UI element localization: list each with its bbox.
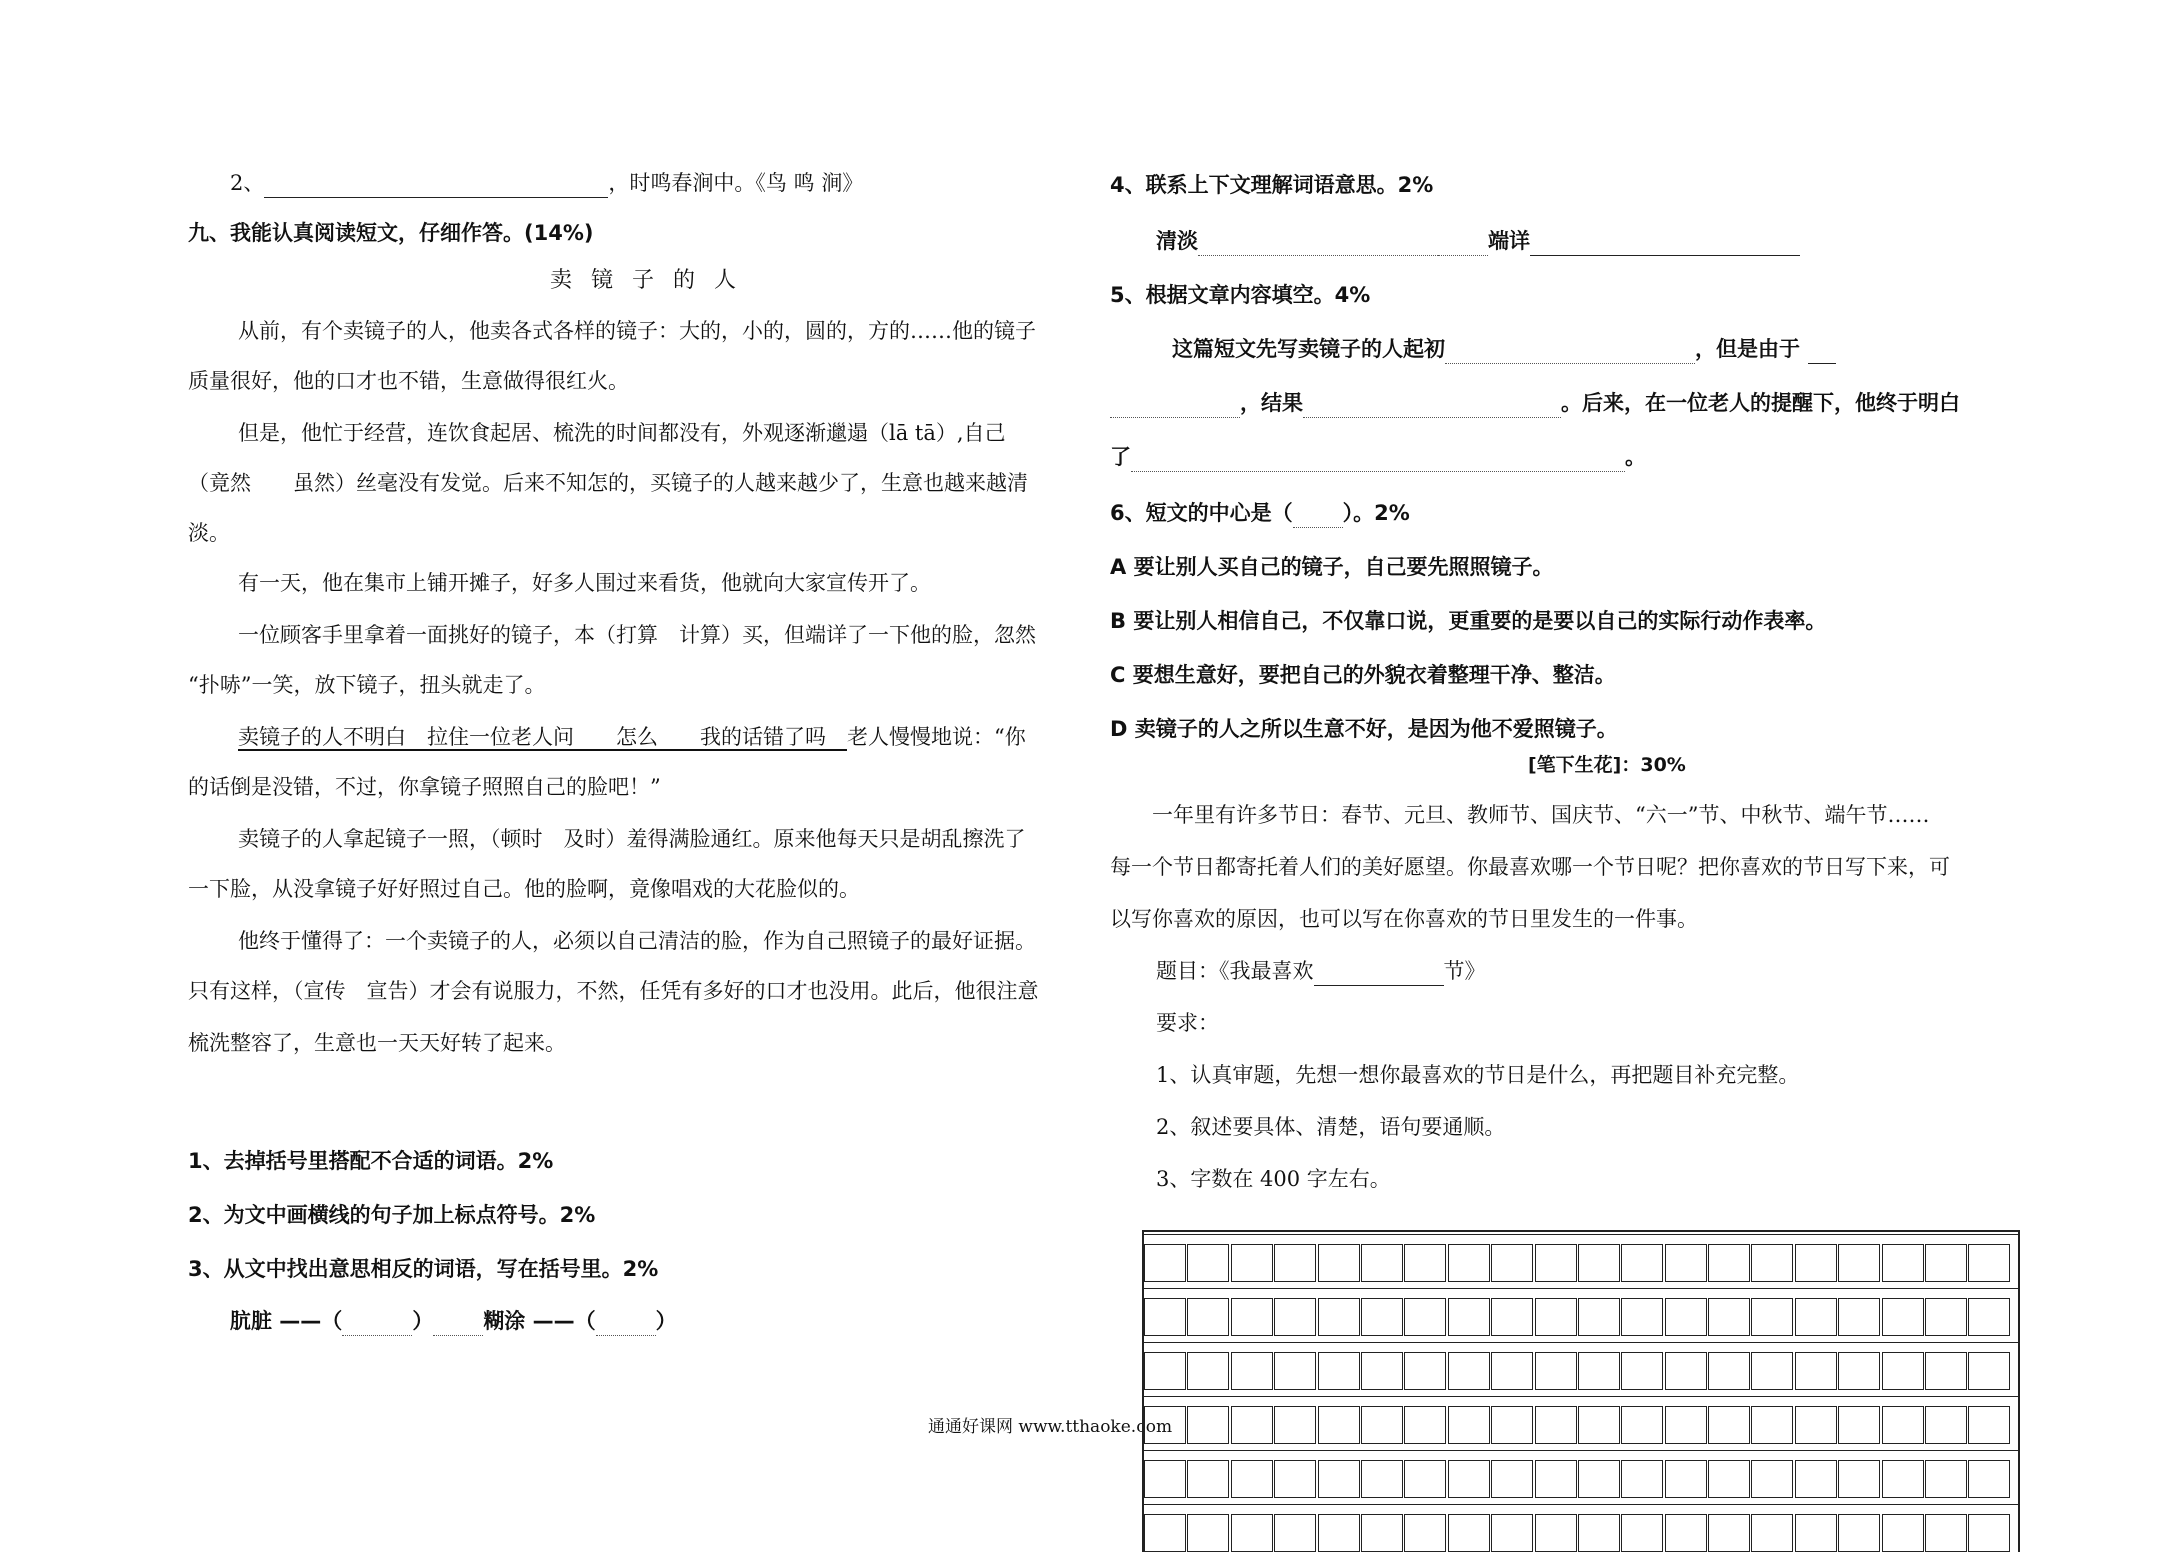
- grid-cell[interactable]: [1968, 1352, 2010, 1390]
- writing-section-title: [笔下生花]：30%: [1528, 754, 1686, 776]
- antonym-blank-2[interactable]: [596, 1311, 656, 1336]
- grid-separator: [1144, 1234, 2018, 1235]
- paragraph-6-line-1: 卖镜子的人拿起镜子一照，（顿时 及时）羞得满脸通红。原来他每天只是胡乱擦洗了: [238, 827, 1026, 851]
- grid-cell[interactable]: [1708, 1460, 1750, 1498]
- grid-cell[interactable]: [1491, 1298, 1533, 1336]
- writing-prompt-line-3: 以写你喜欢的原因，也可以写在你喜欢的节日里发生的一件事。: [1110, 907, 1698, 931]
- grid-cell[interactable]: [1187, 1244, 1229, 1282]
- grid-cell[interactable]: [1578, 1460, 1620, 1498]
- grid-cell[interactable]: [1535, 1514, 1577, 1552]
- meaning-blank-2[interactable]: [1530, 231, 1800, 256]
- grid-cell[interactable]: [1274, 1244, 1316, 1282]
- grid-cell[interactable]: [1621, 1406, 1663, 1444]
- grid-cell[interactable]: [1925, 1244, 1967, 1282]
- grid-separator: [1144, 1504, 2018, 1505]
- grid-cell[interactable]: [1795, 1514, 1837, 1552]
- question-3: 3、从文中找出意思相反的词语，写在括号里。2%: [188, 1257, 659, 1281]
- grid-cell[interactable]: [1535, 1406, 1577, 1444]
- paragraph-2-line-3: 淡。: [188, 521, 230, 545]
- grid-cell[interactable]: [1274, 1298, 1316, 1336]
- grid-cell[interactable]: [1968, 1298, 2010, 1336]
- writing-prompt-line-1: 一年里有许多节日：春节、元旦、教师节、国庆节、“六一”节、中秋节、端午节……: [1152, 803, 1930, 827]
- grid-cell[interactable]: [1187, 1460, 1229, 1498]
- grid-cell[interactable]: [1231, 1352, 1273, 1390]
- center-idea-blank[interactable]: [1293, 503, 1343, 528]
- grid-cell[interactable]: [1882, 1298, 1924, 1336]
- grid-cell[interactable]: [1882, 1406, 1924, 1444]
- grid-cell[interactable]: [1838, 1352, 1880, 1390]
- grid-cell[interactable]: [1838, 1406, 1880, 1444]
- option-b: B 要让别人相信自己，不仅靠口说，更重要的是要以自己的实际行动作表率。: [1110, 609, 1827, 633]
- fill-blank-3[interactable]: [1110, 393, 1240, 418]
- meaning-blank-1[interactable]: [1198, 231, 1438, 256]
- grid-cell[interactable]: [1838, 1514, 1880, 1552]
- grid-cell[interactable]: [1925, 1352, 1967, 1390]
- grid-cell[interactable]: [1361, 1406, 1403, 1444]
- grid-cell[interactable]: [1144, 1406, 1186, 1444]
- section9-title: 九、我能认真阅读短文，仔细作答。(14%): [188, 221, 594, 245]
- grid-cell[interactable]: [1448, 1406, 1490, 1444]
- grid-cell[interactable]: [1231, 1298, 1273, 1336]
- grid-cell[interactable]: [1795, 1406, 1837, 1444]
- fill-blank-5[interactable]: [1131, 447, 1625, 472]
- grid-cell[interactable]: [1535, 1244, 1577, 1282]
- option-d: D 卖镜子的人之所以生意不好，是因为他不爱照镜子。: [1110, 717, 1618, 741]
- poem-blank[interactable]: [264, 173, 608, 198]
- grid-cell[interactable]: [1838, 1298, 1880, 1336]
- grid-separator: [1144, 1450, 2018, 1451]
- grid-row: [1144, 1244, 2018, 1284]
- question-5: 5、根据文章内容填空。4%: [1110, 283, 1371, 307]
- grid-cell[interactable]: [1274, 1406, 1316, 1444]
- grid-cell[interactable]: [1361, 1514, 1403, 1552]
- grid-cell[interactable]: [1404, 1244, 1446, 1282]
- grid-cell[interactable]: [1231, 1460, 1273, 1498]
- grid-cell[interactable]: [1274, 1514, 1316, 1552]
- grid-row: [1144, 1406, 2018, 1446]
- requirement-2: 2、叙述要具体、清楚，语句要通顺。: [1156, 1115, 1506, 1139]
- grid-cell[interactable]: [1144, 1244, 1186, 1282]
- grid-cell[interactable]: [1665, 1352, 1707, 1390]
- antonym-blank-1[interactable]: [342, 1311, 412, 1336]
- meaning-line: 清淡 端详: [1156, 226, 1800, 256]
- paragraph-2-line-1: 但是，他忙于经营，连饮食起居、梳洗的时间都没有，外观逐渐邋遢（lā tā）,自己: [238, 421, 1006, 445]
- grid-cell[interactable]: [1231, 1514, 1273, 1552]
- grid-cell[interactable]: [1708, 1244, 1750, 1282]
- poem-fill-line: 2、 ，时鸣春涧中。《鸟 鸣 涧》: [230, 168, 863, 198]
- grid-cell[interactable]: [1578, 1352, 1620, 1390]
- paragraph-7-line-2: 只有这样，（宣传 宣告）才会有说服力，不然，任凭有多好的口才也没用。此后，他很注意: [188, 979, 1039, 1003]
- grid-separator: [1144, 1342, 2018, 1343]
- grid-cell[interactable]: [1968, 1460, 2010, 1498]
- grid-cell[interactable]: [1708, 1406, 1750, 1444]
- grid-cell[interactable]: [1144, 1460, 1186, 1498]
- grid-cell[interactable]: [1491, 1460, 1533, 1498]
- grid-cell[interactable]: [1448, 1298, 1490, 1336]
- paragraph-5-line-2: 的话倒是没错，不过，你拿镜子照照自己的脸吧！”: [188, 775, 661, 799]
- grid-cell[interactable]: [1274, 1352, 1316, 1390]
- grid-cell[interactable]: [1665, 1244, 1707, 1282]
- grid-cell[interactable]: [1578, 1298, 1620, 1336]
- grid-cell[interactable]: [1404, 1298, 1446, 1336]
- fill-blank-2[interactable]: [1808, 339, 1836, 364]
- grid-cell[interactable]: [1665, 1298, 1707, 1336]
- grid-cell[interactable]: [1578, 1406, 1620, 1444]
- grid-cell[interactable]: [1491, 1406, 1533, 1444]
- grid-cell[interactable]: [1795, 1352, 1837, 1390]
- grid-cell[interactable]: [1925, 1460, 1967, 1498]
- grid-cell[interactable]: [1318, 1460, 1360, 1498]
- grid-cell[interactable]: [1144, 1514, 1186, 1552]
- fill-line-3: 了 。: [1110, 442, 1646, 472]
- grid-cell[interactable]: [1968, 1244, 2010, 1282]
- paragraph-4-line-1: 一位顾客手里拿着一面挑好的镜子，本（打算 计算）买，但端详了一下他的脸，忽然: [238, 623, 1036, 647]
- grid-cell[interactable]: [1751, 1514, 1793, 1552]
- grid-cell[interactable]: [1318, 1352, 1360, 1390]
- grid-cell[interactable]: [1231, 1406, 1273, 1444]
- grid-cell[interactable]: [1491, 1514, 1533, 1552]
- paragraph-6-line-2: 一下脸，从没拿镜子好好照过自己。他的脸啊，竟像唱戏的大花脸似的。: [188, 877, 860, 901]
- grid-cell[interactable]: [1665, 1460, 1707, 1498]
- grid-cell[interactable]: [1751, 1352, 1793, 1390]
- fill-blank-4[interactable]: [1303, 393, 1561, 418]
- dotted-spacer: [433, 1311, 483, 1336]
- grid-cell[interactable]: [1708, 1298, 1750, 1336]
- fill-line-2: ，结果 。后来，在一位老人的提醒下，他终于明白: [1110, 388, 1960, 418]
- composition-topic: 题目：《我最喜欢 节》: [1156, 956, 1486, 986]
- grid-cell[interactable]: [1404, 1406, 1446, 1444]
- fill-blank-1[interactable]: [1445, 339, 1695, 364]
- grid-cell[interactable]: [1795, 1244, 1837, 1282]
- question-2: 2、为文中画横线的句子加上标点符号。2%: [188, 1203, 596, 1227]
- grid-cell[interactable]: [1838, 1244, 1880, 1282]
- paragraph-2-line-2: （竟然 虽然）丝毫没有发觉。后来不知怎的，买镜子的人越来越少了，生意也越来越清: [188, 471, 1028, 495]
- grid-cell[interactable]: [1187, 1406, 1229, 1444]
- grid-cell[interactable]: [1665, 1514, 1707, 1552]
- grid-cell[interactable]: [1448, 1352, 1490, 1390]
- composition-grid[interactable]: [1142, 1230, 2020, 1552]
- grid-cell[interactable]: [1621, 1460, 1663, 1498]
- grid-cell[interactable]: [1318, 1298, 1360, 1336]
- grid-cell[interactable]: [1665, 1406, 1707, 1444]
- grid-cell[interactable]: [1448, 1460, 1490, 1498]
- grid-cell[interactable]: [1361, 1244, 1403, 1282]
- underlined-sentence: 卖镜子的人不明白 拉住一位老人问 怎么 我的话错了吗: [238, 725, 847, 749]
- grid-separator: [1144, 1396, 2018, 1397]
- grid-cell[interactable]: [1968, 1514, 2010, 1552]
- grid-cell[interactable]: [1795, 1298, 1837, 1336]
- grid-cell[interactable]: [1925, 1406, 1967, 1444]
- grid-cell[interactable]: [1621, 1298, 1663, 1336]
- grid-cell[interactable]: [1361, 1298, 1403, 1336]
- grid-cell[interactable]: [1925, 1298, 1967, 1336]
- grid-cell[interactable]: [1448, 1514, 1490, 1552]
- paragraph-3-line-1: 有一天，他在集市上铺开摊子，好多人围过来看货，他就向大家宣传开了。: [238, 571, 931, 595]
- grid-cell[interactable]: [1491, 1352, 1533, 1390]
- grid-cell[interactable]: [1535, 1460, 1577, 1498]
- paragraph-7-line-1: 他终于懂得了：一个卖镜子的人，必须以自己清洁的脸，作为自己照镜子的最好证据。: [238, 929, 1036, 953]
- antonym-line: 肮脏 ——（ ） 糊涂 ——（ ）: [230, 1306, 677, 1336]
- grid-cell[interactable]: [1404, 1352, 1446, 1390]
- grid-cell[interactable]: [1795, 1460, 1837, 1498]
- grid-cell[interactable]: [1187, 1352, 1229, 1390]
- requirement-3: 3、字数在 400 字左右。: [1156, 1167, 1391, 1191]
- grid-cell[interactable]: [1838, 1460, 1880, 1498]
- paragraph-1-line-1: 从前，有个卖镜子的人，他卖各式各样的镜子：大的，小的，圆的，方的……他的镜子: [238, 319, 1036, 343]
- paragraph-5-line-1: 卖镜子的人不明白 拉住一位老人问 怎么 我的话错了吗 老人慢慢地说：“你: [238, 725, 1026, 749]
- grid-cell[interactable]: [1925, 1514, 1967, 1552]
- festival-name-blank[interactable]: [1314, 961, 1444, 986]
- grid-row: [1144, 1514, 2018, 1554]
- grid-cell[interactable]: [1882, 1460, 1924, 1498]
- grid-cell[interactable]: [1274, 1460, 1316, 1498]
- question-6: 6、短文的中心是（ ）。2%: [1110, 498, 1410, 528]
- grid-cell[interactable]: [1187, 1298, 1229, 1336]
- grid-separator: [1144, 1288, 2018, 1289]
- grid-row: [1144, 1298, 2018, 1338]
- question-4: 4、联系上下文理解词语意思。2%: [1110, 173, 1434, 197]
- grid-cell[interactable]: [1144, 1298, 1186, 1336]
- grid-cell[interactable]: [1404, 1460, 1446, 1498]
- dotted-spacer: [1438, 231, 1488, 256]
- grid-cell[interactable]: [1751, 1460, 1793, 1498]
- grid-cell[interactable]: [1751, 1244, 1793, 1282]
- grid-cell[interactable]: [1578, 1514, 1620, 1552]
- grid-cell[interactable]: [1621, 1352, 1663, 1390]
- grid-cell[interactable]: [1751, 1298, 1793, 1336]
- footer-watermark: 通通好课网 www.tthaoke.com: [928, 1417, 1173, 1437]
- grid-cell[interactable]: [1318, 1406, 1360, 1444]
- grid-cell[interactable]: [1535, 1352, 1577, 1390]
- grid-cell[interactable]: [1361, 1352, 1403, 1390]
- grid-cell[interactable]: [1318, 1514, 1360, 1552]
- paragraph-1-line-2: 质量很好，他的口才也不错，生意做得很红火。: [188, 369, 629, 393]
- grid-cell[interactable]: [1882, 1244, 1924, 1282]
- grid-cell[interactable]: [1144, 1352, 1186, 1390]
- grid-cell[interactable]: [1621, 1514, 1663, 1552]
- grid-cell[interactable]: [1882, 1514, 1924, 1552]
- grid-cell[interactable]: [1187, 1514, 1229, 1552]
- grid-row: [1144, 1460, 2018, 1500]
- grid-cell[interactable]: [1621, 1244, 1663, 1282]
- grid-cell[interactable]: [1448, 1244, 1490, 1282]
- fill-line-1: 这篇短文先写卖镜子的人起初 ，但是由于: [1172, 334, 1836, 364]
- grid-cell[interactable]: [1708, 1352, 1750, 1390]
- grid-cell[interactable]: [1708, 1514, 1750, 1552]
- requirement-1: 1、认真审题，先想一想你最喜欢的节日是什么，再把题目补充完整。: [1156, 1063, 1800, 1087]
- option-c: C 要想生意好，要把自己的外貌衣着整理干净、整洁。: [1110, 663, 1616, 687]
- requirements-label: 要求：: [1156, 1011, 1219, 1035]
- paragraph-4-line-2: “扑哧”一笑，放下镜子，扭头就走了。: [188, 673, 546, 697]
- grid-cell[interactable]: [1578, 1244, 1620, 1282]
- grid-cell[interactable]: [1751, 1406, 1793, 1444]
- paragraph-7-line-3: 梳洗整容了，生意也一天天好转了起来。: [188, 1031, 566, 1055]
- option-a: A 要让别人买自己的镜子，自己要先照照镜子。: [1110, 555, 1554, 579]
- grid-cell[interactable]: [1882, 1352, 1924, 1390]
- grid-cell[interactable]: [1231, 1244, 1273, 1282]
- writing-prompt-line-2: 每一个节日都寄托着人们的美好愿望。你最喜欢哪一个节日呢？把你喜欢的节日写下来，可: [1110, 855, 1950, 879]
- grid-row: [1144, 1352, 2018, 1392]
- grid-cell[interactable]: [1968, 1406, 2010, 1444]
- grid-cell[interactable]: [1318, 1244, 1360, 1282]
- grid-cell[interactable]: [1404, 1514, 1446, 1552]
- grid-cell[interactable]: [1535, 1298, 1577, 1336]
- question-1: 1、去掉括号里搭配不合适的词语。2%: [188, 1149, 554, 1173]
- grid-cell[interactable]: [1361, 1460, 1403, 1498]
- grid-cell[interactable]: [1491, 1244, 1533, 1282]
- story-title: 卖 镜 子 的 人: [550, 268, 742, 293]
